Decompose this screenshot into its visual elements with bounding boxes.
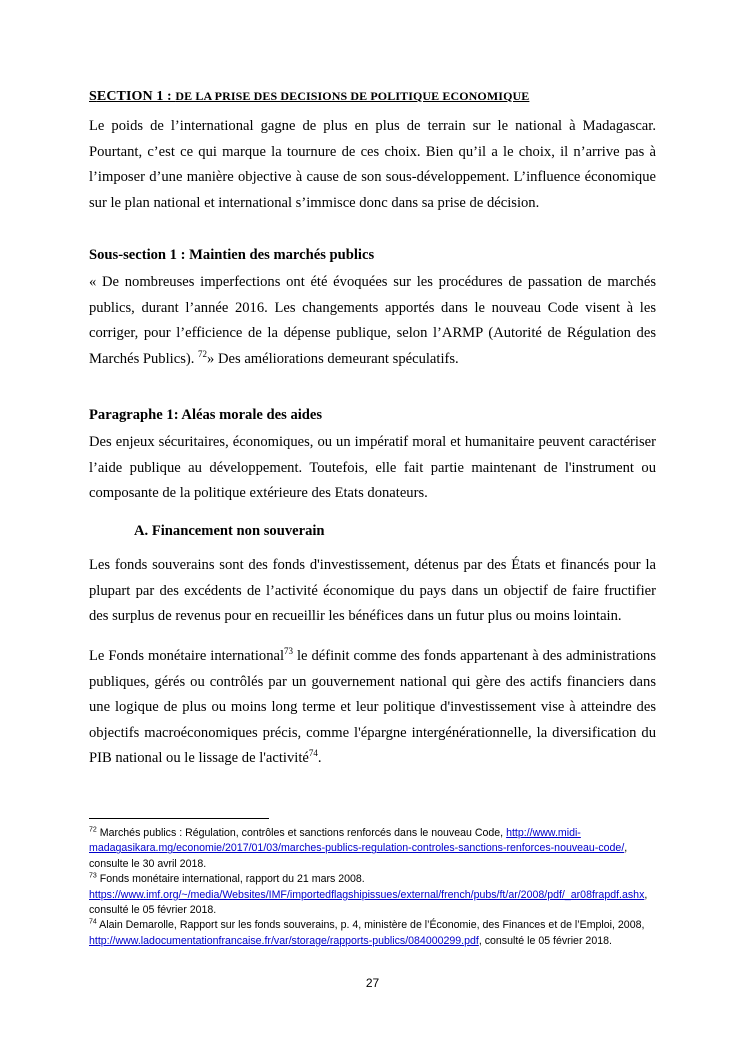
- financement-paragraph-2: Le Fonds monétaire international$^{73}$ le définit comme des fonds appartenant à des administrations publiques, gérés ou contrôlés par un gouvernement national qui gère des actifs financiers dans une logique de plus ou moins long terme et leur politique d'investissement vise à atteindre des objectifs macroéconomiques précis, comme l'épargne intergénérationnelle, la diversification du PIB national ou le lissage de l'activité$^{74}$.: [89, 646, 656, 766]
- footnote-ref-73[interactable]: 73: [284, 646, 294, 657]
- subsection-title: Sous-section 1 : Maintien des marchés publics: [89, 247, 375, 263]
- footnotes: [89, 826, 659, 949]
- footnote-73-link[interactable]: https://www.imf.org/~/media/Websites/IMF/importedflagshipissues/external/french/pubs/ft/ar/2008/pdf/_ar08frapdf.ashx: [89, 888, 645, 901]
- section-intro-paragraph: Le poids de l’international gagne de plus en plus de terrain sur le national à Madagascar. Pourtant, c’est ce qui marque la tournure de ces choix. Bien qu’il a le choix, il n’arrive pas à l’imposer d’une manière objective à cause de son sous-développement. L’influence économique sur le plan national et international s’immisce donc dans sa prise de décision.: [89, 118, 656, 211]
- footnote-73: $^{73}$ Fonds monétaire international, rapport du 21 mars 2008. https://www.imf.org/~/media/Websites/IMF/importedflagshipissues/external/french/pubs/ft/ar/2008/pdf/_ar08frapdf.ashx, consulté le 05 février 2018.: [89, 872, 648, 917]
- subsection-paragraph: « De nombreuses imperfections ont été évoquées sur les procédures de passation de marchés publics, durant l’année 2016. Les changements apportés dans le nouveau Code visent à les corriger, pour l’efficience de la dépense publique, selon l’ARMP (Autorité de Régulation des Marchés Publics). $^{72}$» Des améliorations demeurant spéculatifs.: [89, 274, 656, 367]
- footnote-74-link[interactable]: http://www.ladocumentationfrancaise.fr/var/storage/rapports-publics/084000299.pdf: [89, 934, 479, 947]
- footnote-72-link[interactable]: http://www.midi-madagasikara.mg/economie/2017/01/03/marches-publics-regulation-controles-sanctions-renforces-nouveau-code/: [89, 827, 625, 855]
- footnote-divider: [89, 818, 269, 819]
- footnote-72: $^{72}$ Marchés publics : Régulation, contrôles et sanctions renforcés dans le nouveau Code, http://www.midi-madagasikara.mg/economie/2017/01/03/marches-publics-regulation-controles-sanctions-renforces-nouveau-code/, consulte le 30 avril 2018.: [89, 826, 628, 870]
- paragraph-title: Paragraphe 1: Aléas morale des aides: [89, 407, 323, 423]
- paragraph-body: Des enjeux sécuritaires, économiques, ou un impératif moral et humanitaire peuvent caractériser l’aide publique au développement. Toutefois, elle fait partie maintenant de l'instrument ou composante de la politique extérieure des Etats donateurs.: [89, 434, 656, 501]
- financement-paragraph-1: Les fonds souverains sont des fonds d'investissement, détenus par des États et financés pour la plupart par des excédents de l’activité économique du pays dans un objectif de faire fructifier des surplus de revenus pour en recueillir les bénéfices dans un futur plus ou moins lointain.: [89, 557, 656, 624]
- section-title: SECTION 1 : DE LA PRISE DES DECISIONS DE POLITIQUE ECONOMIQUE: [89, 89, 530, 104]
- page-number: 27: [365, 976, 380, 990]
- subheading-title: A. Financement non souverain: [134, 523, 325, 539]
- footnote-ref-74[interactable]: 74: [308, 748, 318, 759]
- footnote-ref-72[interactable]: 72: [198, 348, 208, 359]
- footnote-74: $^{74}$ Alain Demarolle, Rapport sur les fonds souverains, p. 4, ministère de l’Économie, des Finances et de l’Emploi, 2008, http://www.ladocumentationfrancaise.fr/var/storage/rapports-publics/084000299.pdf, consulté le 05 février 2018.: [89, 918, 645, 947]
